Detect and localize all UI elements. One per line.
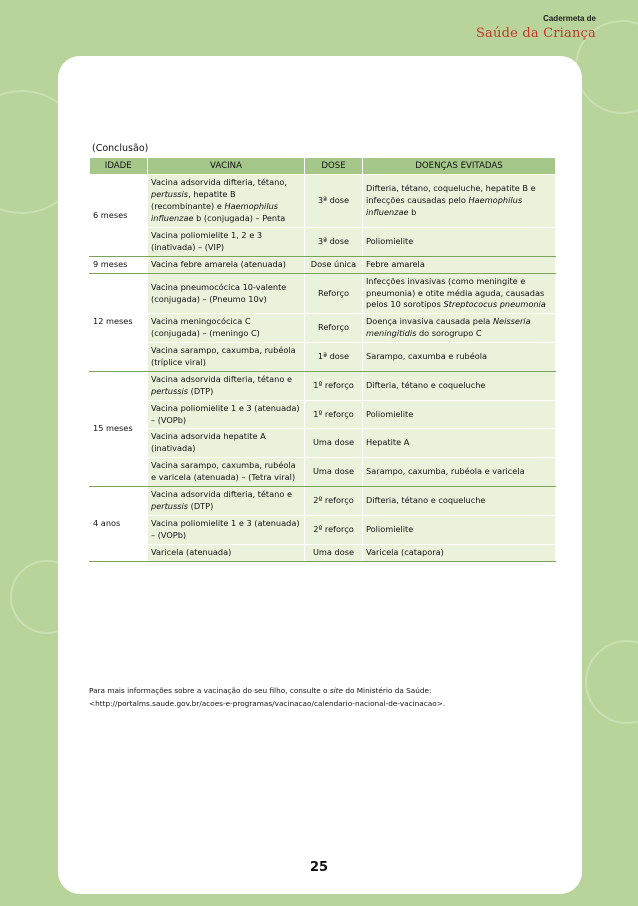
disease-cell bbox=[363, 314, 556, 343]
dose-cell: Reforço bbox=[305, 273, 363, 314]
disease-cell-text: Neisseria meningitidis bbox=[366, 316, 531, 339]
disease-cell bbox=[363, 343, 556, 372]
dose-cell: 1ª dose bbox=[305, 343, 363, 372]
disease-cell-text: Poliomielite bbox=[366, 408, 414, 419]
table-row bbox=[90, 175, 556, 228]
vaccine-cell bbox=[148, 256, 305, 273]
footnote-link-text: do Ministério da Saúde: <http://portalms.saude.gov.br/acoes-e-programas/vacinacao/calendario-nacional-de-vacinacao>. bbox=[89, 686, 446, 708]
header-title: Saúde da Criança bbox=[475, 26, 596, 41]
table-row bbox=[90, 343, 556, 372]
vaccine-cell bbox=[148, 429, 305, 458]
vaccine-cell bbox=[148, 343, 305, 372]
dose-cell: Uma dose bbox=[305, 429, 363, 458]
disease-cell-text: Difteria, tétano e coqueluche bbox=[366, 494, 486, 505]
disease-cell-text: Varicela (catapora) bbox=[366, 546, 444, 557]
vaccine-cell-text: Vacina adsorvida difteria, tétano e bbox=[151, 373, 292, 384]
disease-cell bbox=[363, 175, 556, 228]
footnote bbox=[89, 685, 559, 711]
vaccine-cell bbox=[148, 175, 305, 228]
vaccine-cell bbox=[148, 314, 305, 343]
vaccine-cell-text: Vacina poliomielite 1 e 3 (atenuada) – (VOPb) bbox=[151, 517, 300, 540]
table-header-row bbox=[90, 158, 556, 175]
vaccine-cell-text: Vacina poliomielite 1 e 3 (atenuada) – (VOPb) bbox=[151, 402, 300, 425]
disease-cell-text: Febre amarela bbox=[366, 258, 425, 269]
table-row bbox=[90, 256, 556, 273]
page-number: 25 bbox=[309, 860, 329, 875]
disease-cell-text: Sarampo, caxumba, rubéola e varicela bbox=[366, 466, 525, 477]
disease-cell-text: b bbox=[408, 207, 417, 218]
disease-cell-text: Sarampo, caxumba e rubéola bbox=[366, 351, 488, 362]
vaccine-cell-text: , hepatite B (recombinante) e bbox=[151, 189, 236, 212]
vaccine-cell-text: pertussis bbox=[151, 189, 189, 200]
disease-cell bbox=[363, 400, 556, 429]
disease-cell-text: Doença invasiva causada pela bbox=[366, 316, 493, 327]
vaccine-cell bbox=[148, 228, 305, 257]
disease-cell bbox=[363, 273, 556, 314]
dose-cell: 1º reforço bbox=[305, 371, 363, 400]
vaccine-cell-text: Vacina sarampo, caxumba, rubéola (tríplice viral) bbox=[151, 345, 296, 368]
table-row bbox=[90, 228, 556, 257]
disease-cell bbox=[363, 228, 556, 257]
disease-cell bbox=[363, 458, 556, 487]
vaccine-cell-text: (DTP) bbox=[188, 385, 214, 396]
table-row bbox=[90, 429, 556, 458]
disease-cell bbox=[363, 371, 556, 400]
vaccine-cell bbox=[148, 487, 305, 516]
age-cell: 15 meses bbox=[90, 371, 148, 486]
disease-cell-text: Poliomielite bbox=[366, 235, 414, 246]
age-cell: 6 meses bbox=[90, 175, 148, 256]
vaccine-cell-text: Vacina sarampo, caxumba, rubéola e varicela (atenuada) – (Tetra viral) bbox=[151, 460, 296, 483]
disease-cell bbox=[363, 429, 556, 458]
footnote-text: Para mais informações sobre a vacinação do seu filho, consulte o bbox=[89, 686, 330, 695]
vaccine-cell-text: Vacina pneumocócica 10-valente (conjugada) – (Pneumo 10v) bbox=[151, 281, 287, 304]
dose-cell: Uma dose bbox=[305, 544, 363, 561]
disease-cell-text: Difteria, tétano, coqueluche, hepatite B e infecções causadas pelo bbox=[366, 183, 536, 206]
age-cell: 9 meses bbox=[90, 256, 148, 273]
vaccine-cell-text: (DTP) bbox=[188, 500, 214, 511]
footnote-italic: site bbox=[329, 686, 344, 695]
vaccine-cell-text: Vacina adsorvida difteria, tétano e bbox=[151, 489, 292, 500]
dose-cell: 2º reforço bbox=[305, 487, 363, 516]
table-row bbox=[90, 371, 556, 400]
vaccine-cell bbox=[148, 458, 305, 487]
dose-cell: Dose única bbox=[305, 256, 363, 273]
column-header-dose: DOSE bbox=[305, 158, 363, 175]
table-body bbox=[90, 175, 556, 561]
table-row bbox=[90, 314, 556, 343]
disease-cell-text: Streptococus pneumonia bbox=[443, 299, 546, 310]
vaccine-cell-text: Varicela (atenuada) bbox=[151, 546, 232, 557]
table-row bbox=[90, 544, 556, 561]
vaccine-cell bbox=[148, 371, 305, 400]
vaccine-cell-text: Vacina poliomielite 1, 2 e 3 (inativada) – (VIP) bbox=[151, 230, 263, 252]
dose-cell: 2º reforço bbox=[305, 515, 363, 544]
vaccine-cell-text: pertussis bbox=[151, 500, 189, 511]
disease-cell bbox=[363, 256, 556, 273]
table-row bbox=[90, 515, 556, 544]
vaccine-cell-text: Vacina adsorvida hepatite A (inativada) bbox=[151, 431, 266, 454]
table-row bbox=[90, 458, 556, 487]
vaccine-cell-text: pertussis bbox=[151, 385, 189, 396]
vaccine-cell-text: Vacina meningocócica C (conjugada) – (meningo C) bbox=[151, 316, 260, 339]
vaccine-cell-text: b (conjugada) – Penta bbox=[193, 213, 286, 224]
table-caption: (Conclusão) bbox=[92, 143, 149, 154]
vaccine-cell-text: Haemophilus influenzae bbox=[151, 201, 279, 224]
dose-cell: Reforço bbox=[305, 314, 363, 343]
vaccine-cell bbox=[148, 515, 305, 544]
vaccine-cell-text: Vacina adsorvida difteria, tétano, bbox=[151, 177, 287, 188]
vaccine-cell-text: Vacina febre amarela (atenuada) bbox=[151, 258, 286, 269]
column-header-age: IDADE bbox=[90, 158, 148, 175]
disease-cell-text: Infecções invasivas (como meningite e pneumonia) e otite média aguda, causadas pelos 10 sorotipos bbox=[366, 275, 545, 310]
vaccine-cell bbox=[148, 544, 305, 561]
disease-cell bbox=[363, 487, 556, 516]
dose-cell: 3ª dose bbox=[305, 228, 363, 257]
vaccine-cell bbox=[148, 400, 305, 429]
vaccine-cell bbox=[148, 273, 305, 314]
table-row bbox=[90, 400, 556, 429]
header-brand bbox=[476, 14, 596, 41]
column-header-vaccine: VACINA bbox=[148, 158, 305, 175]
disease-cell-text: Haemophilus influenzae bbox=[366, 195, 523, 218]
dose-cell: Uma dose bbox=[305, 458, 363, 487]
disease-cell-text: Difteria, tétano e coqueluche bbox=[366, 379, 486, 390]
vaccination-table bbox=[89, 158, 556, 562]
header-small-label: Cadermeta de bbox=[543, 14, 596, 23]
age-cell: 12 meses bbox=[90, 273, 148, 371]
dose-cell: 3ª dose bbox=[305, 175, 363, 228]
dose-cell: 1º reforço bbox=[305, 400, 363, 429]
table-row bbox=[90, 273, 556, 314]
disease-cell bbox=[363, 544, 556, 561]
table-row bbox=[90, 487, 556, 516]
column-header-diseases: DOENÇAS EVITADAS bbox=[363, 158, 556, 175]
disease-cell-text: Poliomielite bbox=[366, 523, 414, 534]
disease-cell-text: Hepatite A bbox=[366, 437, 410, 448]
background-decoration bbox=[585, 640, 638, 724]
disease-cell-text: do sorogrupo C bbox=[416, 328, 482, 339]
age-cell: 4 anos bbox=[90, 487, 148, 561]
disease-cell bbox=[363, 515, 556, 544]
